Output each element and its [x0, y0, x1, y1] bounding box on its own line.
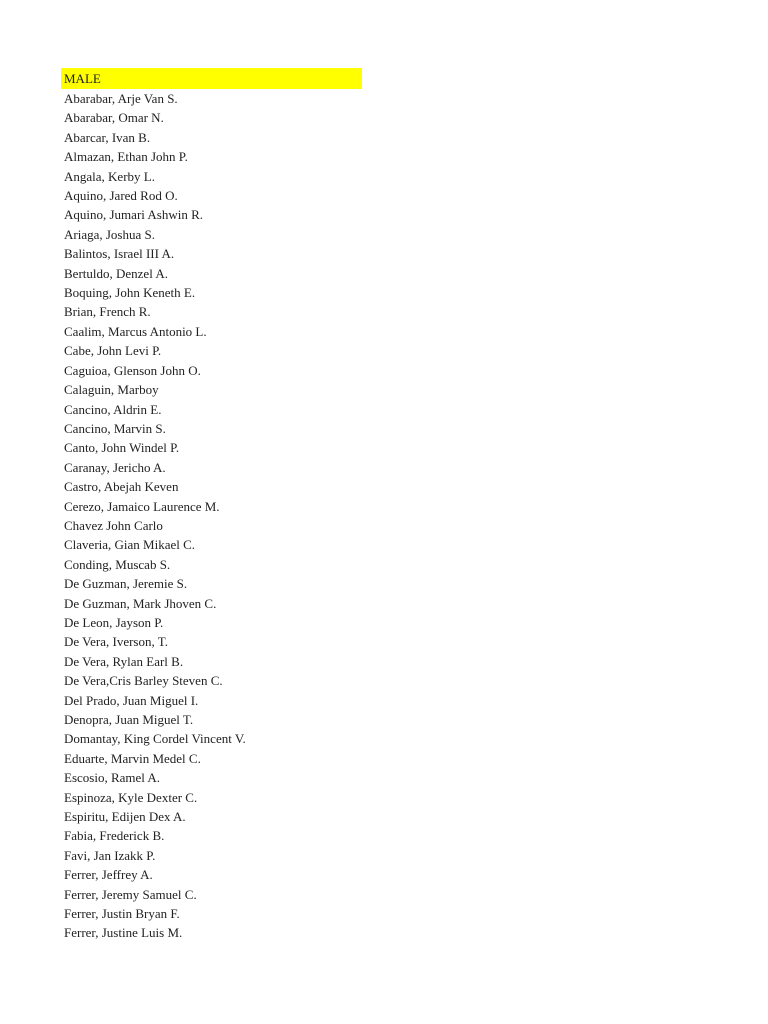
list-item: Espiritu, Edijen Dex A.: [64, 809, 186, 825]
list-item: Abarcar, Ivan B.: [64, 129, 151, 145]
list-item: Castro, Abejah Keven: [64, 479, 179, 495]
list-item: De Vera,Cris Barley Steven C.: [64, 673, 223, 689]
name-list: [64, 90, 246, 944]
list-item: Cerezo, Jamaico Laurence M.: [64, 498, 220, 514]
list-item: Cancino, Aldrin E.: [64, 401, 162, 417]
list-item: De Vera, Iverson, T.: [64, 634, 168, 650]
list-item: Escosio, Ramel A.: [64, 770, 161, 786]
list-item: Denopra, Juan Miguel T.: [64, 712, 194, 727]
list-item: Calaguin, Marboy: [64, 382, 159, 398]
header-highlight: [61, 68, 362, 89]
list-item: Domantay, King Cordel Vincent V.: [64, 731, 246, 747]
list-item: Ariaga, Joshua S.: [64, 226, 155, 242]
list-item: Conding, Muscab S.: [64, 556, 171, 572]
list-item: Abarabar, Arje Van S.: [64, 91, 178, 106]
list-item: De Guzman, Jeremie S.: [64, 576, 188, 592]
list-item: De Vera, Rylan Earl B.: [64, 653, 184, 669]
list-item: Claveria, Gian Mikael C.: [64, 537, 196, 553]
list-item: Cancino, Marvin S.: [64, 420, 166, 436]
list-item: Aquino, Jumari Ashwin R.: [64, 207, 204, 223]
list-item: Caguioa, Glenson John O.: [64, 362, 201, 378]
list-item: Abarabar, Omar N.: [64, 110, 164, 126]
list-item: Ferrer, Justin Bryan F.: [64, 906, 180, 922]
list-item: Boquing, John Keneth E.: [64, 285, 196, 301]
list-item: Angala, Kerby L.: [64, 168, 155, 184]
list-item: De Leon, Jayson P.: [64, 614, 164, 630]
list-item: Del Prado, Juan Miguel I.: [64, 692, 199, 708]
list-item: Ferrer, Jeffrey A.: [64, 867, 153, 883]
list-item: Brian, French R.: [64, 304, 151, 320]
list-item: Cabe, John Levi P.: [64, 343, 162, 359]
list-item: Espinoza, Kyle Dexter C.: [64, 789, 198, 805]
list-item: Caranay, Jericho A.: [64, 459, 166, 475]
list-item: Fabia, Frederick B.: [64, 828, 165, 844]
list-item: Favi, Jan Izakk P.: [64, 847, 156, 863]
list-item: De Guzman, Mark Jhoven C.: [64, 595, 217, 611]
list-item: Ferrer, Jeremy Samuel C.: [64, 886, 197, 902]
list-item: Aquino, Jared Rod O.: [64, 188, 178, 204]
list-item: Eduarte, Marvin Medel C.: [64, 750, 201, 766]
section-header: MALE: [64, 71, 101, 86]
list-item: Caalim, Marcus Antonio L.: [64, 323, 207, 339]
list-item: Chavez John Carlo: [64, 517, 163, 533]
list-item: Bertuldo, Denzel A.: [64, 265, 168, 281]
list-item: Canto, John Windel P.: [64, 440, 180, 456]
list-item: Almazan, Ethan John P.: [64, 149, 188, 165]
list-item: Balintos, Israel III A.: [64, 246, 175, 262]
list-item: Ferrer, Justine Luis M.: [64, 925, 183, 941]
